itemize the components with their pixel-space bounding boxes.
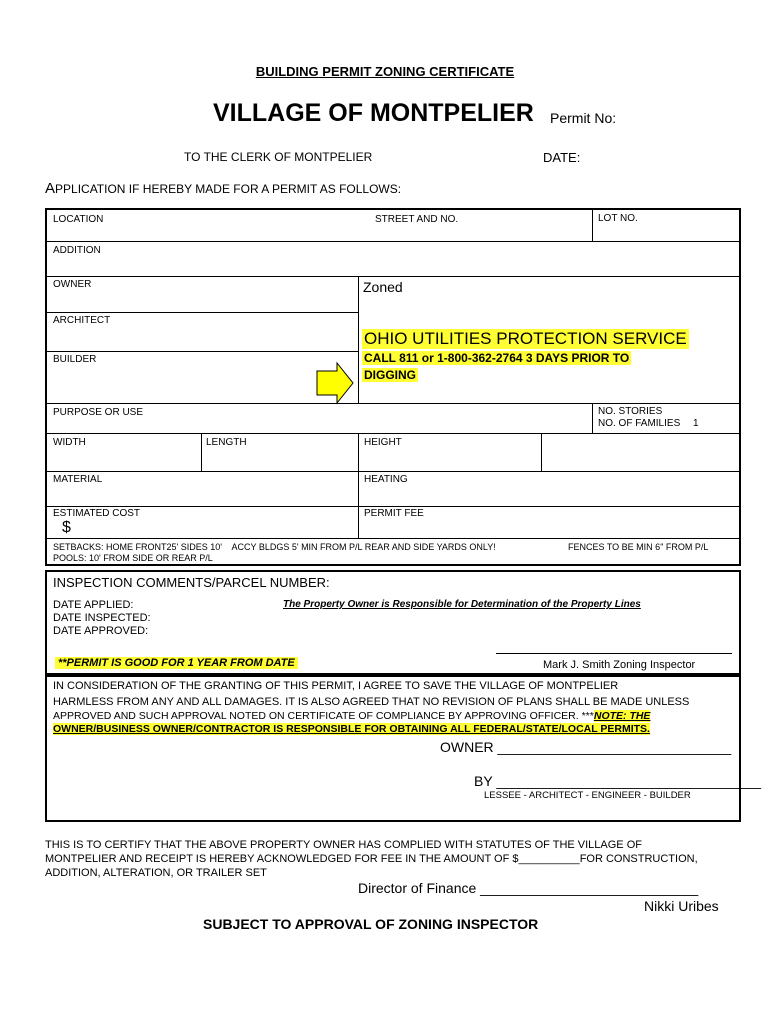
by-signature-line[interactable]: BY __________________________________ xyxy=(474,773,762,789)
location-label: LOCATION xyxy=(53,214,104,225)
date-applied-label: DATE APPLIED: xyxy=(53,599,134,611)
fences-note: FENCES TO BE MIN 6" FROM P/L xyxy=(568,542,709,552)
director-signature-line[interactable]: Director of Finance ____________________________ xyxy=(358,880,699,896)
certify-line2 xyxy=(45,853,698,865)
date-inspected-label: DATE INSPECTED: xyxy=(53,612,151,624)
form-subtitle: BUILDING PERMIT ZONING CERTIFICATE xyxy=(255,64,515,79)
application-text: PPLICATION IF HEREBY MADE FOR A PERMIT AS FOLLOWS: xyxy=(55,182,402,196)
lessee-caption: LESSEE - ARCHITECT - ENGINEER - BUILDER xyxy=(484,790,691,801)
to-clerk-text: TO THE CLERK OF MONTPELIER xyxy=(184,150,373,164)
ohio-call-line1: CALL 811 or 1-800-362-2764 3 DAYS PRIOR TO xyxy=(364,351,630,365)
permit-fee-label: PERMIT FEE xyxy=(364,508,424,519)
certify-line3: ADDITION, ALTERATION, OR TRAILER SET xyxy=(45,867,267,879)
application-initial: A xyxy=(45,180,56,197)
families-value: 1 xyxy=(693,418,699,429)
estimated-cost-label: ESTIMATED COST xyxy=(53,508,141,519)
owner-signature-line[interactable]: OWNER ______________________________ xyxy=(440,739,732,755)
purpose-label: PURPOSE OR USE xyxy=(53,407,144,418)
addition-label: ADDITION xyxy=(53,245,101,256)
dollar-sign: $ xyxy=(62,519,71,536)
setbacks-line2: POOLS: 10' FROM SIDE OR REAR P/L xyxy=(53,553,213,563)
height-label: HEIGHT xyxy=(364,437,402,448)
owner-label: OWNER xyxy=(53,279,92,290)
street-label: STREET AND NO. xyxy=(375,214,459,225)
permit-good-note: **PERMIT IS GOOD FOR 1 YEAR FROM DATE xyxy=(55,657,298,669)
note-label: NOTE: THE xyxy=(593,710,651,722)
ohio-utilities-title: OHIO UTILITIES PROTECTION SERVICE xyxy=(364,329,687,348)
certify-line2-end: FOR CONSTRUCTION, xyxy=(579,853,698,865)
director-name: Nikki Uribes xyxy=(644,898,719,914)
material-label: MATERIAL xyxy=(53,474,103,485)
date-approved-label: DATE APPROVED: xyxy=(53,625,149,637)
inspector-name: Mark J. Smith Zoning Inspector xyxy=(543,659,696,671)
architect-label: ARCHITECT xyxy=(53,315,111,326)
no-families-label: NO. OF FAMILIES xyxy=(598,418,681,429)
arrow-right-icon xyxy=(315,361,355,405)
ohio-call-line2: DIGGING xyxy=(364,368,417,382)
builder-label: BUILDER xyxy=(53,354,97,365)
setbacks-line1: SETBACKS: HOME FRONT25' SIDES 10' ACCY BLDGS 5' MIN FROM P/L REAR AND SIDE YARDS ONLY! xyxy=(53,542,496,552)
approval-footer: SUBJECT TO APPROVAL OF ZONING INSPECTOR xyxy=(203,916,539,932)
agreement-line2: HARMLESS FROM ANY AND ALL DAMAGES. IT IS ALSO AGREED THAT NO REVISION OF PLANS SHALL BE MADE UNLESS xyxy=(53,696,690,708)
agreement-line1: IN CONSIDERATION OF THE GRANTING OF THIS PERMIT, I AGREE TO SAVE THE VILLAGE OF MONTPELIER xyxy=(53,680,619,692)
heating-label: HEATING xyxy=(364,474,408,485)
agreement-line3-text: APPROVED AND SUCH APPROVAL NOTED ON CERTIFICATE OF COMPLIANCE BY APPROVING OFFICER. *** xyxy=(53,710,594,722)
application-heading xyxy=(45,180,401,197)
permit-no-label: Permit No: xyxy=(550,110,617,126)
page-title: VILLAGE OF MONTPELIER xyxy=(213,99,534,127)
property-lines-note: The Property Owner is Responsible for Determination of the Property Lines xyxy=(283,599,641,610)
date-label: DATE: xyxy=(543,150,581,165)
length-label: LENGTH xyxy=(206,437,247,448)
zoned-label: Zoned xyxy=(363,279,403,295)
lot-label: LOT NO. xyxy=(598,213,638,224)
width-label: WIDTH xyxy=(53,437,86,448)
agreement-line3 xyxy=(53,710,650,722)
certify-line1: THIS IS TO CERTIFY THAT THE ABOVE PROPERTY OWNER HAS COMPLIED WITH STATUTES OF THE VILLAGE OF xyxy=(45,839,642,851)
fee-amount-blank[interactable]: __________ xyxy=(518,853,580,865)
certify-line2-text: MONTPELIER AND RECEIPT IS HEREBY ACKNOWLEDGED FOR FEE IN THE AMOUNT OF $ xyxy=(45,853,519,865)
owner-responsibility-note: OWNER/BUSINESS OWNER/CONTRACTOR IS RESPONSIBLE FOR OBTAINING ALL FEDERAL/STATE/LOCAL PERMITS. xyxy=(53,723,650,735)
inspection-title: INSPECTION COMMENTS/PARCEL NUMBER: xyxy=(53,575,330,590)
no-stories-label: NO. STORIES xyxy=(598,406,663,417)
